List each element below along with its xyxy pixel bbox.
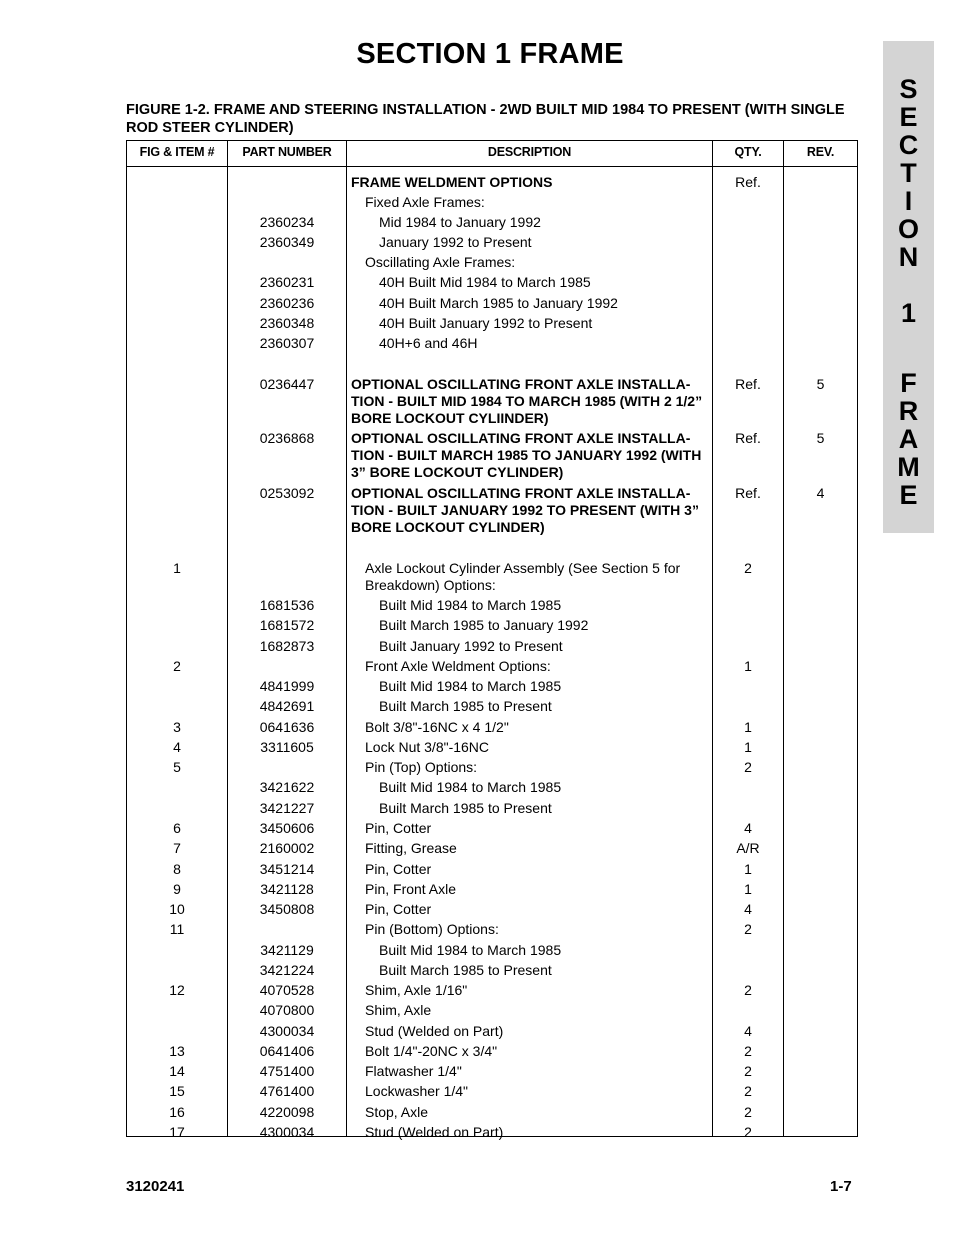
side-tab-letter: A xyxy=(898,424,919,454)
cell-part: 3421129 xyxy=(260,942,314,958)
cell-qty: 4 xyxy=(744,1023,752,1039)
cell-part: 4841999 xyxy=(259,678,315,694)
column-divider xyxy=(346,141,347,1136)
cell-desc: Bolt 3/8"-16NC x 4 1/2" xyxy=(365,719,509,735)
cell-qty: 2 xyxy=(744,560,752,576)
cell-qty: 2 xyxy=(744,1043,752,1059)
cell-qty: 2 xyxy=(744,982,752,998)
cell-fig: 13 xyxy=(169,1043,185,1059)
cell-desc: Axle Lockout Cylinder Assembly (See Section 5 for Breakdown) Options: xyxy=(365,560,681,593)
side-tab-letter: E xyxy=(899,102,918,132)
cell-part: 2360236 xyxy=(259,295,315,311)
cell-rev: 4 xyxy=(816,485,825,501)
cell-fig: 2 xyxy=(173,658,181,674)
cell-desc: Built Mid 1984 to March 1985 xyxy=(379,942,562,958)
cell-qty: 2 xyxy=(744,1104,752,1120)
cell-desc: Fixed Axle Frames: xyxy=(365,194,485,210)
cell-part: 2360307 xyxy=(259,335,315,351)
side-tab-letter: R xyxy=(898,396,919,426)
cell-fig: 9 xyxy=(173,881,181,897)
header-divider xyxy=(127,166,857,167)
cell-desc: Bolt 1/4"-20NC x 3/4" xyxy=(365,1043,498,1059)
side-tab-letter: M xyxy=(897,452,920,482)
cell-rev: 5 xyxy=(816,376,825,392)
side-tab-letter: S xyxy=(899,74,918,104)
cell-desc: Pin (Bottom) Options: xyxy=(365,921,499,937)
cell-part: 2160002 xyxy=(259,840,315,856)
cell-part: 3451214 xyxy=(259,861,315,877)
cell-qty: Ref. xyxy=(735,174,761,190)
side-tab-letter: F xyxy=(900,368,917,398)
cell-fig: 8 xyxy=(173,861,181,877)
cell-desc: Flatwasher 1/4" xyxy=(365,1063,462,1079)
column-divider xyxy=(783,141,784,1136)
side-tab-letter: T xyxy=(900,158,917,188)
cell-fig: 3 xyxy=(173,719,181,735)
cell-qty: Ref. xyxy=(735,430,761,446)
cell-part: 1681536 xyxy=(259,597,315,613)
cell-desc: 40H+6 and 46H xyxy=(379,335,478,351)
cell-fig: 17 xyxy=(169,1124,185,1140)
cell-fig: 5 xyxy=(173,759,181,775)
cell-part: 3450606 xyxy=(259,820,315,836)
cell-part: 3311605 xyxy=(260,739,314,755)
cell-desc: Built March 1985 to Present xyxy=(379,962,552,978)
cell-desc: January 1992 to Present xyxy=(379,234,532,250)
cell-fig: 6 xyxy=(173,820,181,836)
side-tab-letter: 1 xyxy=(900,298,917,328)
section-title: SECTION 1 FRAME xyxy=(356,38,624,70)
header-rev: REV. xyxy=(806,145,835,159)
cell-desc: OPTIONAL OSCILLATING FRONT AXLE INSTALLA- TION - BUILT MID 1984 TO MARCH 1985 (WITH 2 1/2” BORE LOCKOUT CYLIINDER) xyxy=(351,376,703,426)
cell-qty: 2 xyxy=(744,1124,752,1140)
side-tab-letter: I xyxy=(904,186,913,216)
cell-desc: Shim, Axle 1/16" xyxy=(365,982,468,998)
side-tab-letter: N xyxy=(898,242,919,272)
cell-desc: Built March 1985 to January 1992 xyxy=(379,617,589,633)
cell-qty: 4 xyxy=(744,901,752,917)
cell-part: 3421622 xyxy=(259,779,315,795)
header-description: DESCRIPTION xyxy=(487,145,572,159)
cell-desc: 40H Built January 1992 to Present xyxy=(379,315,593,331)
cell-fig: 4 xyxy=(173,739,181,755)
side-tab-letter: C xyxy=(898,130,919,160)
cell-desc: Built Mid 1984 to March 1985 xyxy=(379,678,562,694)
cell-desc: Built Mid 1984 to March 1985 xyxy=(379,779,562,795)
cell-desc: Oscillating Axle Frames: xyxy=(365,254,516,270)
cell-part: 1681572 xyxy=(259,617,315,633)
cell-desc: Fitting, Grease xyxy=(365,840,457,856)
cell-part: 1682873 xyxy=(259,638,315,654)
cell-part: 2360234 xyxy=(259,214,315,230)
cell-desc: Pin, Cotter xyxy=(365,861,432,877)
cell-part: 0641406 xyxy=(259,1043,315,1059)
cell-qty: 4 xyxy=(744,820,752,836)
cell-part: 4220098 xyxy=(259,1104,315,1120)
cell-part: 0641636 xyxy=(259,719,315,735)
cell-fig: 12 xyxy=(169,982,185,998)
parts-table xyxy=(126,140,858,1140)
cell-part: 4070528 xyxy=(259,982,315,998)
figure-caption: FIGURE 1-2. FRAME AND STEERING INSTALLATION - 2WD BUILT MID 1984 TO PRESENT (WITH SINGLE ROD STEER CYLINDER) xyxy=(126,102,845,136)
cell-part: 2360348 xyxy=(259,315,315,331)
cell-desc: 40H Built Mid 1984 to March 1985 xyxy=(379,274,591,290)
cell-part: 0236447 xyxy=(259,376,315,392)
cell-desc: Built March 1985 to Present xyxy=(379,800,552,816)
cell-desc: FRAME WELDMENT OPTIONS xyxy=(351,174,553,190)
cell-qty: 2 xyxy=(744,1083,752,1099)
cell-qty: 1 xyxy=(744,881,752,897)
cell-part: 3450808 xyxy=(259,901,315,917)
cell-desc: Lock Nut 3/8"-16NC xyxy=(365,739,490,755)
cell-part: 4761400 xyxy=(259,1083,315,1099)
cell-qty: 2 xyxy=(744,921,752,937)
page-number: 1-7 xyxy=(830,1178,852,1195)
cell-part: 3421128 xyxy=(260,881,314,897)
cell-desc: Pin (Top) Options: xyxy=(365,759,478,775)
cell-part: 3421227 xyxy=(259,800,315,816)
cell-part: 2360231 xyxy=(259,274,315,290)
cell-rev: 5 xyxy=(816,430,825,446)
cell-desc: Built March 1985 to Present xyxy=(379,698,552,714)
header-fig-item: FIG & ITEM # xyxy=(139,145,215,159)
cell-desc: Built Mid 1984 to March 1985 xyxy=(379,597,562,613)
cell-fig: 15 xyxy=(169,1083,185,1099)
cell-qty: Ref. xyxy=(735,376,761,392)
cell-desc: Built January 1992 to Present xyxy=(379,638,563,654)
cell-qty: 2 xyxy=(744,1063,752,1079)
cell-qty: 1 xyxy=(744,739,752,755)
cell-part: 3421224 xyxy=(259,962,315,978)
cell-desc: OPTIONAL OSCILLATING FRONT AXLE INSTALLA- TION - BUILT JANUARY 1992 TO PRESENT (WITH 3” BORE LOCKOUT CYLINDER) xyxy=(351,485,699,535)
header-part-number: PART NUMBER xyxy=(242,145,332,159)
header-qty: QTY. xyxy=(734,145,762,159)
cell-desc: Pin, Cotter xyxy=(365,901,432,917)
cell-desc: Mid 1984 to January 1992 xyxy=(379,214,541,230)
cell-fig: 14 xyxy=(169,1063,185,1079)
cell-fig: 7 xyxy=(173,840,181,856)
section-side-tab xyxy=(883,41,934,533)
cell-qty: A/R xyxy=(736,840,760,856)
cell-part: 4300034 xyxy=(259,1023,315,1039)
side-tab-letter: E xyxy=(899,480,918,510)
cell-qty: 2 xyxy=(744,759,752,775)
cell-desc: OPTIONAL OSCILLATING FRONT AXLE INSTALLA- TION - BUILT MARCH 1985 TO JANUARY 1992 (WITH 3” BORE LOCKOUT CYLINDER) xyxy=(351,430,702,480)
cell-desc: Stop, Axle xyxy=(365,1104,429,1120)
cell-part: 4070800 xyxy=(259,1002,315,1018)
cell-desc: 40H Built March 1985 to January 1992 xyxy=(379,295,618,311)
cell-part: 0253092 xyxy=(259,485,315,501)
cell-desc: Lockwasher 1/4" xyxy=(365,1083,469,1099)
cell-part: 4300034 xyxy=(259,1124,315,1140)
cell-qty: 1 xyxy=(744,658,752,674)
document-number: 3120241 xyxy=(126,1178,185,1195)
cell-part: 0236868 xyxy=(259,430,315,446)
cell-qty: 1 xyxy=(744,861,752,877)
cell-desc: Pin, Front Axle xyxy=(365,881,457,897)
side-tab-letter: O xyxy=(897,214,919,244)
cell-desc: Shim, Axle xyxy=(365,1002,432,1018)
cell-fig: 11 xyxy=(169,921,185,937)
cell-desc: Pin, Cotter xyxy=(365,820,432,836)
cell-qty: 1 xyxy=(744,719,752,735)
cell-desc: Stud (Welded on Part) xyxy=(365,1023,504,1039)
cell-part: 4751400 xyxy=(259,1063,315,1079)
cell-fig: 16 xyxy=(169,1104,185,1120)
cell-part: 4842691 xyxy=(259,698,315,714)
cell-desc: Stud (Welded on Part) xyxy=(365,1124,504,1140)
cell-fig: 10 xyxy=(169,901,185,917)
cell-part: 2360349 xyxy=(259,234,315,250)
cell-fig: 1 xyxy=(173,560,181,576)
cell-desc: Front Axle Weldment Options: xyxy=(365,658,551,674)
cell-qty: Ref. xyxy=(735,485,761,501)
